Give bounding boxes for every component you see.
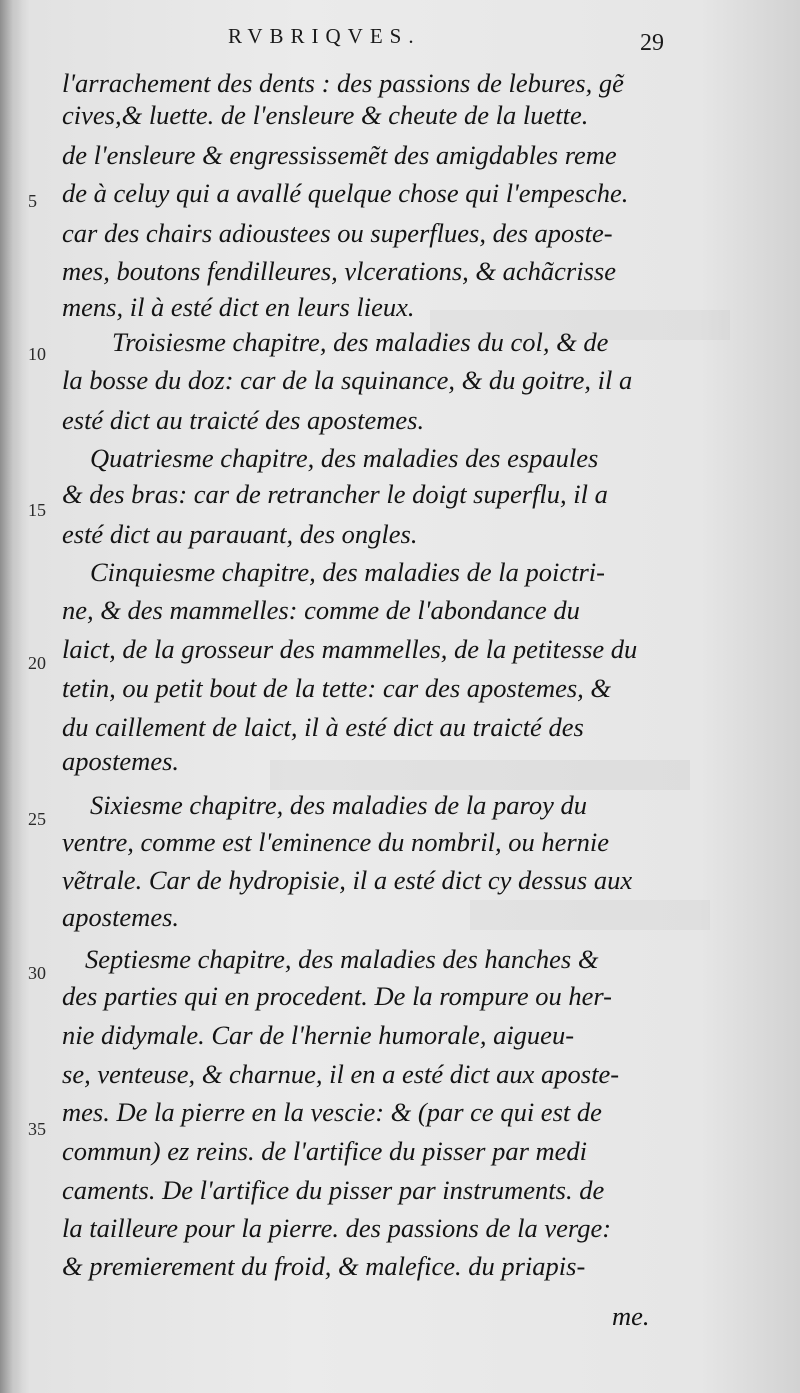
text-line: ne, & des mammelles: comme de l'abondance du bbox=[62, 595, 580, 625]
margin-line-number: 30 bbox=[28, 963, 46, 983]
text-line: l'arrachement des dents : des passions de lebures, gẽ bbox=[62, 68, 624, 98]
text-line: apostemes. bbox=[62, 746, 180, 776]
text-line: se, venteuse, & charnue, il en a esté dict aux aposte- bbox=[62, 1059, 620, 1089]
text-line: Sixiesme chapitre, des maladies de la paroy du bbox=[90, 790, 588, 820]
text-line: la tailleure pour la pierre. des passions de la verge: bbox=[62, 1213, 612, 1243]
text-line: cives,& luette. de l'ensleure & cheute de la luette. bbox=[62, 100, 589, 130]
margin-line-number: 10 bbox=[28, 344, 46, 364]
text-line: vẽtrale. Car de hydropisie, il a esté dict cy dessus aux bbox=[62, 865, 633, 895]
text-line: nie didymale. Car de l'hernie humorale, aigueu- bbox=[62, 1020, 575, 1050]
text-line: de l'ensleure & engressissemẽt des amigdables reme bbox=[62, 140, 617, 170]
margin-line-number: 25 bbox=[28, 809, 46, 829]
text-line: de à celuy qui a avallé quelque chose qui l'empesche. bbox=[62, 178, 629, 208]
margin-line-number: 20 bbox=[28, 653, 46, 673]
text-line: car des chairs adioustees ou superflues, des aposte- bbox=[62, 218, 613, 248]
text-line: mes, boutons fendilleures, vlcerations, & achãcrisse bbox=[62, 256, 616, 286]
running-head: RVBRIQVES. bbox=[228, 24, 421, 48]
text-line: laict, de la grosseur des mammelles, de la petitesse du bbox=[62, 634, 638, 664]
text-line: esté dict au traicté des apostemes. bbox=[62, 405, 425, 435]
text-line: caments. De l'artifice du pisser par instruments. de bbox=[62, 1175, 605, 1205]
text-line: Quatriesme chapitre, des maladies des espaules bbox=[90, 443, 599, 473]
text-line: ventre, comme est l'eminence du nombril, ou hernie bbox=[62, 827, 610, 857]
text-line: du caillement de laict, il à esté dict au traicté des bbox=[62, 712, 584, 742]
text-line: esté dict au parauant, des ongles. bbox=[62, 519, 418, 549]
text-line: me. bbox=[612, 1301, 650, 1331]
margin-line-number: 5 bbox=[28, 191, 37, 211]
text-line: & premierement du froid, & malefice. du priapis- bbox=[62, 1251, 586, 1281]
text-line: commun) ez reins. de l'artifice du pisser par medi bbox=[62, 1136, 588, 1166]
text-line: des parties qui en procedent. De la rompure ou her- bbox=[62, 981, 612, 1011]
text-line: Troisiesme chapitre, des maladies du col, & de bbox=[112, 327, 609, 357]
margin-line-number: 35 bbox=[28, 1119, 46, 1139]
text-line: mens, il à esté dict en leurs lieux. bbox=[62, 292, 415, 322]
page-number: 29 bbox=[640, 30, 664, 56]
text-line: & des bras: car de retrancher le doigt superflu, il a bbox=[62, 479, 608, 509]
text-line: tetin, ou petit bout de la tette: car des apostemes, & bbox=[62, 673, 612, 703]
show-through-block-2 bbox=[270, 760, 690, 790]
page-gutter-shadow bbox=[0, 0, 22, 1393]
text-line: apostemes. bbox=[62, 902, 180, 932]
show-through-block-3 bbox=[470, 900, 710, 930]
margin-line-number: 15 bbox=[28, 500, 46, 520]
text-line: Septiesme chapitre, des maladies des hanches & bbox=[85, 944, 599, 974]
text-line: mes. De la pierre en la vescie: & (par ce qui est de bbox=[62, 1097, 602, 1127]
text-line: la bosse du doz: car de la squinance, & du goitre, il a bbox=[62, 365, 633, 395]
text-line: Cinquiesme chapitre, des maladies de la poictri- bbox=[90, 557, 605, 587]
